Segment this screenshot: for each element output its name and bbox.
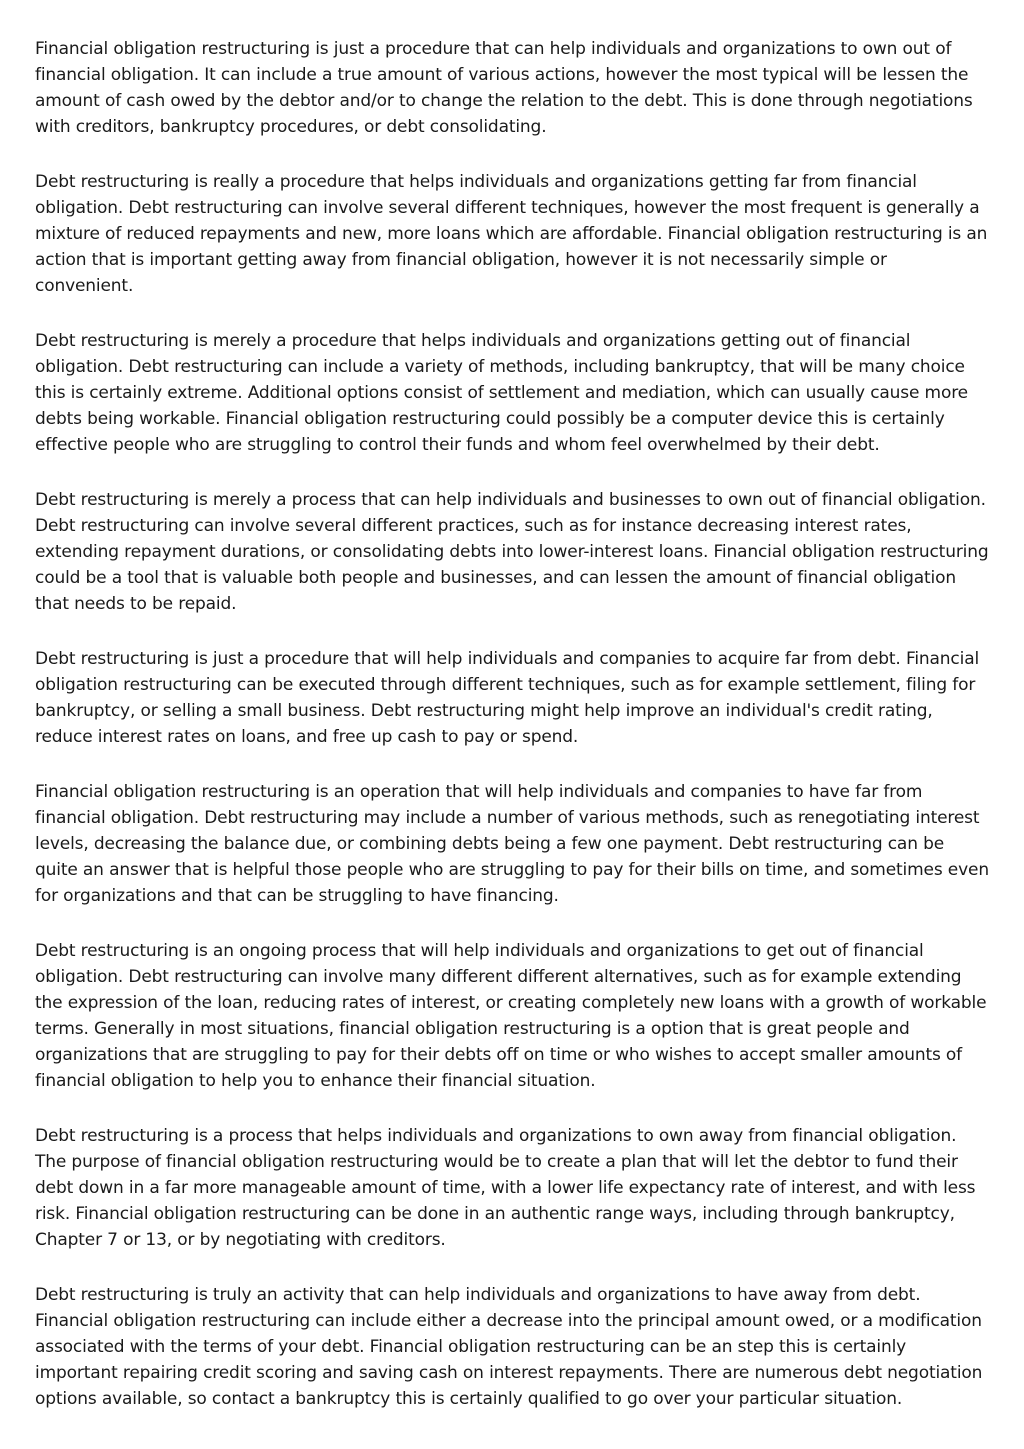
paragraph-3: Debt restructuring is merely a procedure that helps individuals and organizations getting out of financial obligation. Debt restructuring can include a variety of methods, including bankruptcy, that will be many choice this is certainly extreme. Additional options consist of settlement and mediation, which can usually cause more debts being workable. Financial obligation restructuring could possibly be a computer device this is certainly effective people who are struggling to control their funds and whom feel overwhelmed by their debt.	[35, 331, 968, 455]
paragraph-1: Financial obligation restructuring is just a procedure that can help individuals and organizations to own out of financial obligation. It can include a true amount of various actions, however the most typical will be lessen the amount of cash owed by the debtor and/or to change the relation to the debt. This is done through negotiations with creditors, bankruptcy procedures, or debt consolidating.	[35, 39, 973, 137]
paragraph-4: Debt restructuring is merely a process that can help individuals and businesses to own out of financial obligation. Debt restructuring can involve several different practices, such as for instance decreasing interest rates, extending repayment durations, or consolidating debts into lower-interest loans. Financial obligation restructuring could be a tool that is valuable both people and businesses, and can lessen the amount of financial obligation that needs to be repaid.	[35, 490, 989, 614]
paragraph-8: Debt restructuring is a process that helps individuals and organizations to own away from financial obligation. The purpose of financial obligation restructuring would be to create a plan that will let the debtor to fund their debt down in a far more manageable amount of time, with a lower life expectancy rate of interest, and with less risk. Financial obligation restructuring can be done in an authentic range ways, including through bankruptcy, Chapter 7 or 13, or by negotiating with creditors.	[35, 1126, 976, 1250]
paragraph-5: Debt restructuring is just a procedure that will help individuals and companies to acquire far from debt. Financial obligation restructuring can be executed through different techniques, such as for example settlement, filing for bankruptcy, or selling a small business. Debt restructuring might help improve an individual's credit rating, reduce interest rates on loans, and free up cash to pay or spend.	[35, 649, 980, 747]
paragraph-7: Debt restructuring is an ongoing process that will help individuals and organizations to get out of financial obligation. Debt restructuring can involve many different different alternatives, such as for example extending the expression of the loan, reducing rates of interest, or creating completely new loans with a growth of workable terms. Generally in most situations, financial obligation restructuring is a option that is great people and organizations that are struggling to pay for their debts off on time or who wishes to accept smaller amounts of financial obligation to help you to enhance their financial situation.	[35, 941, 987, 1091]
paragraph-9: Debt restructuring is truly an activity that can help individuals and organizations to have away from debt. Financial obligation restructuring can include either a decrease into the principal amount owed, or a modification associated with the terms of your debt. Financial obligation restructuring can be an step this is certainly important repairing credit scoring and saving cash on interest repayments. There are numerous debt negotiation options available, so contact a bankruptcy this is certainly qualified to go over your particular situation.	[35, 1285, 983, 1409]
paragraph-2: Debt restructuring is really a procedure that helps individuals and organizations getting far from financial obligation. Debt restructuring can involve several different techniques, however the most frequent is generally a mixture of reduced repayments and new, more loans which are affordable. Financial obligation restructuring is an action that is important getting away from financial obligation, however it is not necessarily simple or convenient.	[35, 172, 988, 296]
paragraph-6: Financial obligation restructuring is an operation that will help individuals and companies to have far from financial obligation. Debt restructuring may include a number of various methods, such as renegotiating interest levels, decreasing the balance due, or combining debts being a few one payment. Debt restructuring can be quite an answer that is helpful those people who are struggling to pay for their bills on time, and sometimes even for organizations and that can be struggling to have financing.	[35, 782, 989, 906]
